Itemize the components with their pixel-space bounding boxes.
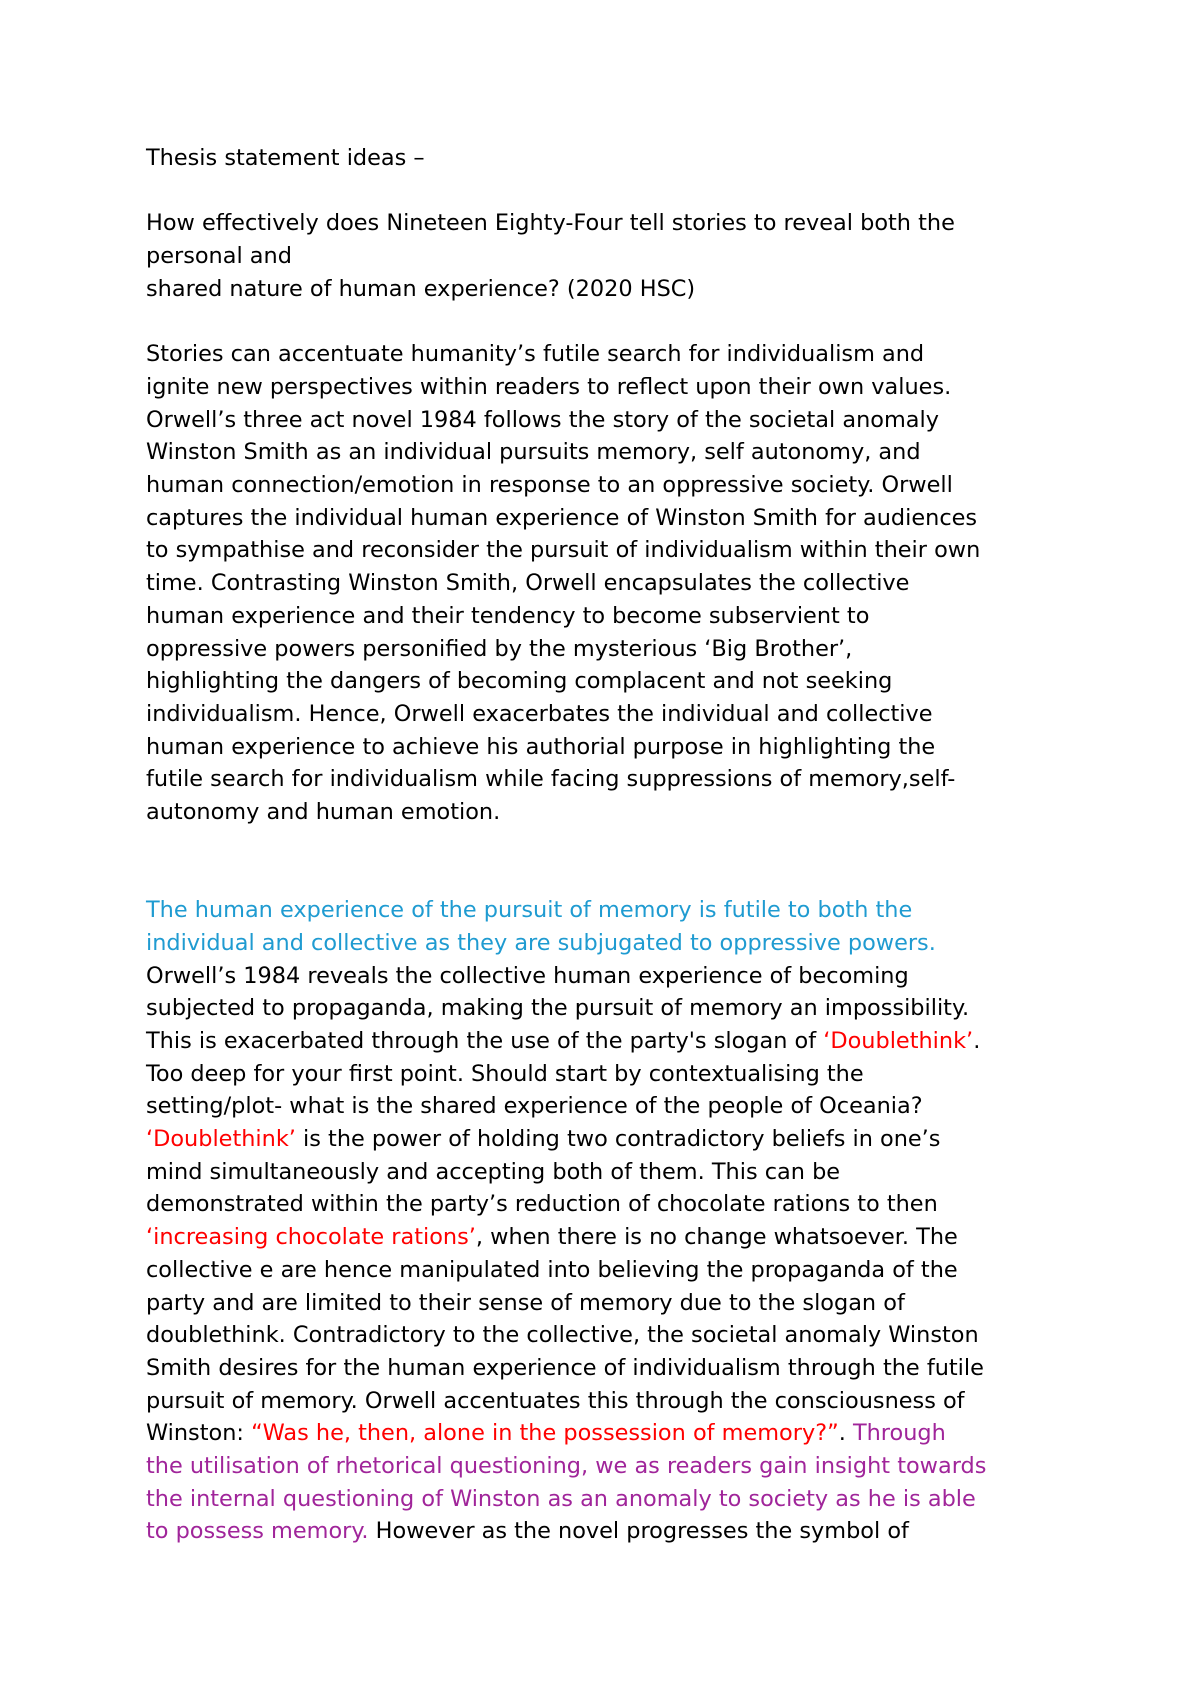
analysis-text: Through: [852, 1420, 946, 1447]
spacer: [146, 175, 1066, 208]
body-line: collective e are hence manipulated into believing the propaganda of the: [146, 1256, 958, 1283]
spacer: [146, 306, 1066, 339]
thesis-line: ignite new perspectives within readers to reflect upon their own values.: [146, 373, 952, 400]
body-line: [146, 1417, 1066, 1450]
body-text: This is exacerbated through the use of the party's slogan of: [146, 1027, 824, 1054]
body-line: doublethink. Contradictory to the collective, the societal anomaly Winston: [146, 1322, 979, 1349]
body-line: demonstrated within the party’s reduction of chocolate rations to then: [146, 1191, 938, 1218]
thesis-line: human experience and their tendency to become subservient to: [146, 602, 870, 629]
body-line: [146, 1221, 1066, 1254]
analysis-line: the internal questioning of Winston as an anomaly to society as he is able: [146, 1485, 976, 1512]
thesis-line: highlighting the dangers of becoming complacent and not seeking: [146, 668, 893, 695]
feedback-line: setting/plot- what is the shared experience of the people of Oceania?: [146, 1093, 923, 1120]
heading: Thesis statement ideas –: [146, 145, 425, 171]
question-line: How effectively does Nineteen Eighty-Four tell stories to reveal both the: [146, 210, 955, 237]
thesis-line: human connection/emotion in response to an oppressive society. Orwell: [146, 472, 953, 498]
quote-memory: “Was he, then, alone in the possession of memory?”: [251, 1420, 839, 1447]
analysis-line: the utilisation of rhetorical questioning, we as readers gain insight towards: [146, 1453, 987, 1480]
body-line: mind simultaneously and accepting both of them. This can be: [146, 1158, 841, 1185]
body-text: .: [838, 1420, 853, 1447]
thesis-line: Winston Smith as an individual pursuits memory, self autonomy, and: [146, 439, 921, 466]
thesis-line: autonomy and human emotion.: [146, 799, 501, 826]
thesis-line: Orwell’s three act novel 1984 follows the story of the societal anomaly: [146, 406, 939, 433]
body-text: .: [973, 1027, 981, 1054]
thesis-line: captures the individual human experience of Winston Smith for audiences: [146, 504, 978, 531]
thesis-line: to sympathise and reconsider the pursuit of individualism within their own: [146, 537, 981, 564]
body-line: [146, 1123, 1066, 1156]
body-line: [146, 1515, 1066, 1548]
document-body: [146, 142, 1066, 1548]
spacer: [146, 829, 1066, 894]
body-text: However as the novel progresses the symbol of: [368, 1518, 909, 1545]
topic-sentence-line: The human experience of the pursuit of memory is futile to both the: [146, 897, 913, 924]
body-line: subjected to propaganda, making the pursuit of memory an impossibility.: [146, 995, 970, 1022]
body-text: is the power of holding two contradictory beliefs in one’s: [295, 1126, 941, 1153]
thesis-line: futile search for individualism while facing suppressions of memory,self-: [146, 766, 956, 793]
question-line: personal and: [146, 243, 292, 270]
topic-sentence-line: individual and collective as they are subjugated to oppressive powers.: [146, 929, 936, 956]
feedback-line: Too deep for your first point. Should start by contextualising the: [146, 1060, 864, 1087]
body-text: Winston:: [146, 1420, 252, 1447]
body-line: Orwell’s 1984 reveals the collective human experience of becoming: [146, 962, 909, 989]
analysis-text: to possess memory.: [146, 1518, 369, 1545]
body-line: Smith desires for the human experience of individualism through the futile: [146, 1354, 984, 1381]
quote-doublethink: ‘Doublethink’: [823, 1027, 974, 1054]
thesis-line: individualism. Hence, Orwell exacerbates the individual and collective: [146, 700, 933, 727]
quote-doublethink: ‘Doublethink’: [146, 1126, 296, 1153]
body-text: , when there is no change whatsoever. The: [475, 1224, 958, 1251]
body-line: party and are limited to their sense of memory due to the slogan of: [146, 1289, 905, 1316]
question-line: shared nature of human experience? (2020 HSC): [146, 275, 696, 302]
thesis-line: oppressive powers personified by the mysterious ‘Big Brother’,: [146, 635, 853, 662]
thesis-line: human experience to achieve his authorial purpose in highlighting the: [146, 733, 936, 760]
quote-chocolate-rations: ‘increasing chocolate rations’: [146, 1224, 476, 1251]
body-line: [146, 1025, 1066, 1058]
thesis-line: Stories can accentuate humanity’s futile search for individualism and: [146, 341, 925, 368]
body-line: pursuit of memory. Orwell accentuates this through the consciousness of: [146, 1387, 965, 1414]
thesis-line: time. Contrasting Winston Smith, Orwell encapsulates the collective: [146, 570, 910, 597]
